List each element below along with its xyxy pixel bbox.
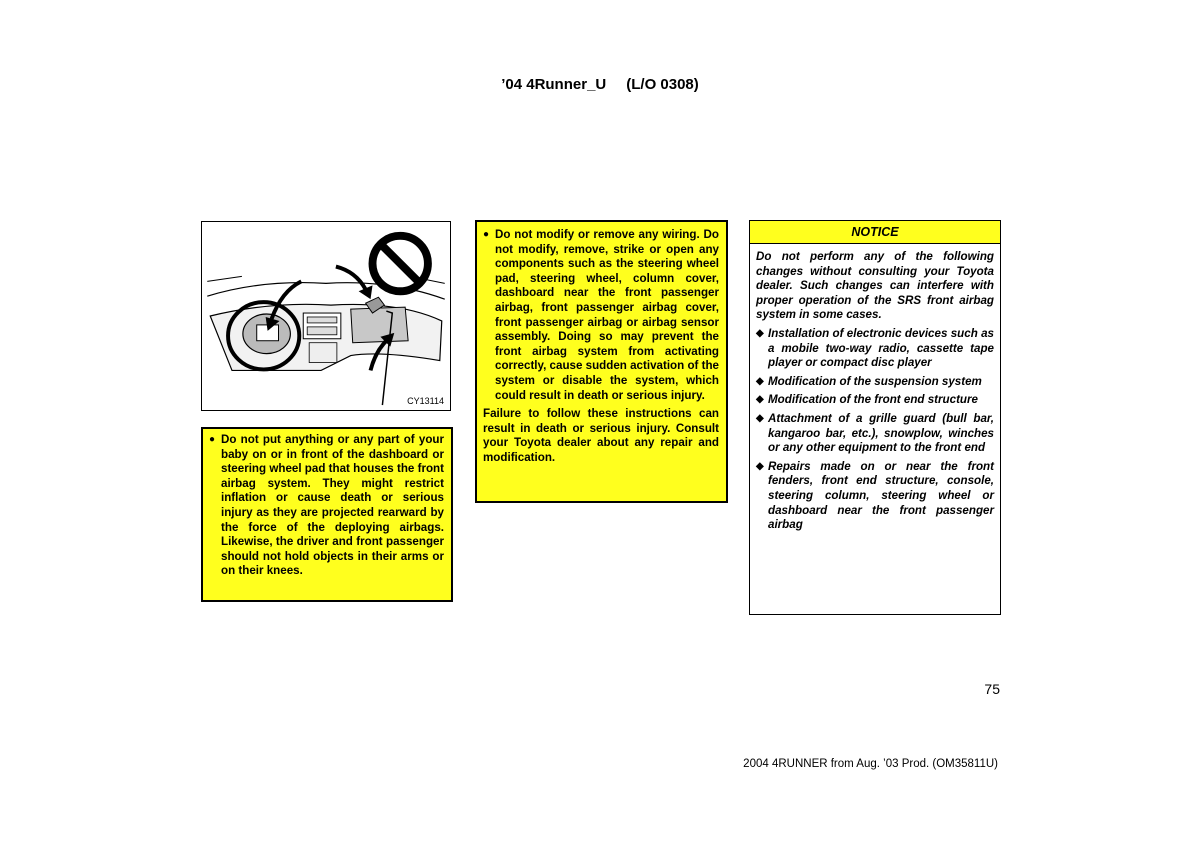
page-header (0, 76, 1200, 93)
circle-bullet-icon: ● (483, 229, 490, 240)
warning-box-modify (475, 220, 728, 503)
warning-text: Do not modify or remove any wiring. Do not modify, remove, strike or open any components such as the steering wheel pad, steering wheel, column cover, dashboard near the front passenger airbag, front passenger airbag cover, front passenger airbag or airbag sensor assembly. Doing so may prevent the front airbag system from activating correctly, cause sudden activation of the system or disable the system, which could result in death or serious injury. (495, 228, 719, 402)
header-layout: (L/O 0308) (626, 76, 699, 93)
page-number: 75 (984, 681, 1000, 697)
notice-intro: Do not perform any of the following changes without consulting your Toyota dealer. Such changes can interfere with proper operation of the SRS front airbag system in some cases. (756, 250, 994, 322)
dashboard-illustration (201, 221, 451, 411)
diamond-bullet-icon: ◆ (756, 460, 764, 472)
notice-title: NOTICE (750, 221, 1000, 244)
diamond-bullet-icon: ◆ (756, 412, 764, 424)
diamond-bullet-icon: ◆ (756, 327, 764, 339)
notice-item-text: Installation of electronic devices such as a mobile two-way radio, cassette tape player or compact disc player (768, 326, 994, 370)
notice-box (749, 220, 1001, 615)
notice-item-text: Repairs made on or near the front fenders, front end structure, console, steering column, steering wheel or dashboard near the front passenger airbag (768, 459, 994, 532)
figure-code: CY13114 (407, 396, 444, 406)
warning-bullet (483, 228, 719, 403)
circle-bullet-icon: ● (209, 434, 216, 445)
header-model: ’04 4Runner_U (501, 76, 607, 93)
notice-body (750, 244, 1000, 541)
notice-item-text: Attachment of a grille guard (bull bar, kangaroo bar, etc.), snowplow, winches or any other equipment to the front end (768, 411, 994, 455)
warning-box-baby (201, 427, 453, 602)
page-footer: 2004 4RUNNER from Aug. ’03 Prod. (OM35811U) (743, 758, 998, 770)
notice-item (756, 460, 994, 533)
dashboard-airbag-drawing (202, 222, 450, 410)
notice-item-text: Modification of the front end structure (768, 393, 978, 407)
warning-followup: Failure to follow these instructions can result in death or serious injury. Consult your Toyota dealer about any repair and modification. (483, 407, 719, 464)
notice-item (756, 412, 994, 456)
notice-item (756, 375, 994, 390)
notice-item (756, 393, 994, 408)
notice-item (756, 327, 994, 371)
warning-text: Do not put anything or any part of your baby on or in front of the dashboard or steering wheel pad that houses the front airbag system. They might restrict inflation or cause death or serious injury as they are projected rearward by the force of the deploying airbags. Likewise, the driver and front passenger should not hold objects in their arms or on their knees. (221, 433, 444, 578)
warning-bullet (209, 433, 444, 579)
diamond-bullet-icon: ◆ (756, 375, 764, 387)
diamond-bullet-icon: ◆ (756, 394, 764, 406)
notice-item-text: Modification of the suspension system (768, 374, 982, 388)
